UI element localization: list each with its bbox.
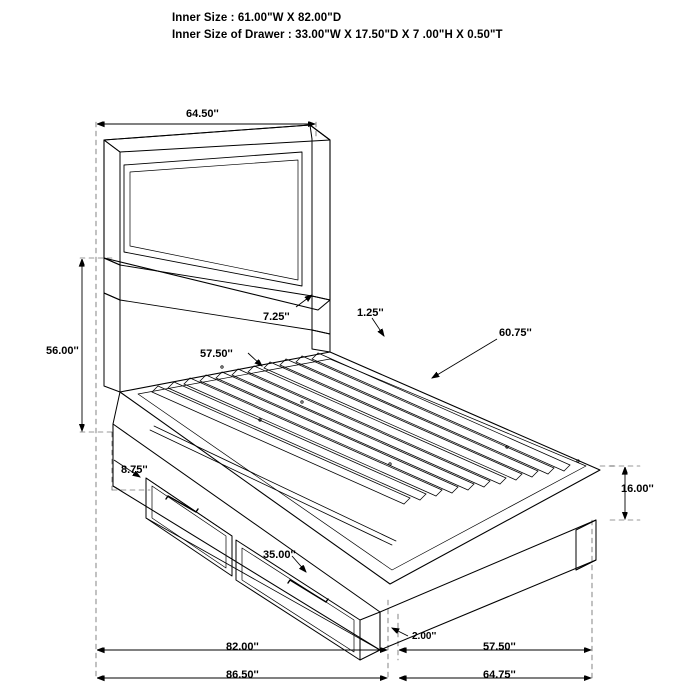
dim-slat-width: 1.25'' [357,307,384,319]
dim-overall-length: 86.50'' [226,669,259,681]
dim-headboard-inner: 7.25'' [263,311,290,323]
dim-headboard-height: 56.00'' [46,345,79,357]
dim-mattress-width: 57.50'' [200,348,233,360]
dim-footboard-gap: 2.00'' [412,631,437,642]
inner-drawer-size-text: Inner Size of Drawer : 33.00"W X 17.50"D X 7 .00"H X 0.50"T [172,29,503,41]
dim-drawer-width: 35.00'' [263,549,296,561]
dim-bed-length-base: 82.00'' [226,641,259,653]
dim-bed-width-base: 57.50'' [483,641,516,653]
inner-size-text: Inner Size : 61.00"W X 82.00"D [172,12,342,24]
dim-overall-width: 64.75'' [483,669,516,681]
dim-width-top: 64.50'' [186,108,219,120]
dim-side-height: 16.00'' [621,483,654,495]
dim-deck-height: 8.75'' [121,464,148,476]
dim-bed-length-diag: 60.75'' [499,327,532,339]
